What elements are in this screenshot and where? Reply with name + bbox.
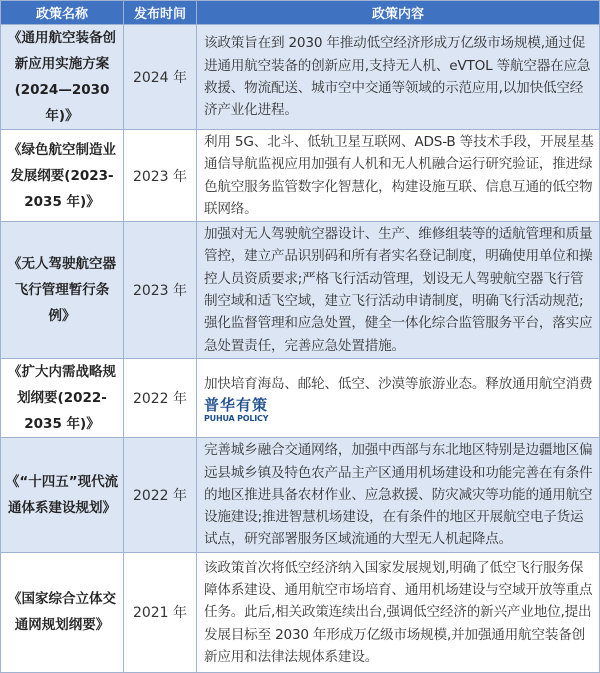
logo-en: PUHUA POLICY xyxy=(204,414,269,424)
header-policy-content: 政策内容 xyxy=(197,1,600,25)
policy-content: 利用 5G、北斗、低轨卫星互联网、ADS-B 等技术手段，开展星基通信导航监视应用加强有人机和无人机融合运行研究验证，推进绿色航空服务监管数字化智慧化，构建设施互联、信息互通的低空物联网络。 xyxy=(197,130,600,222)
table-row xyxy=(1,358,600,437)
policy-year: 2022 年 xyxy=(124,437,197,552)
policy-name: 《扩大内需战略规划纲要(2022-2035 年)》 xyxy=(1,358,124,437)
policy-name: 《“十四五”现代流通体系建设规划》 xyxy=(1,437,124,552)
header-release-time: 发布时间 xyxy=(124,1,197,25)
table-row xyxy=(1,552,600,672)
policy-year: 2023 年 xyxy=(124,130,197,222)
policy-content-cell xyxy=(197,358,600,437)
table-row xyxy=(1,437,600,552)
table-row xyxy=(1,25,600,130)
policy-year: 2021 年 xyxy=(124,552,197,672)
table-row xyxy=(1,222,600,359)
policy-name: 《无人驾驶航空器飞行管理暂行条例》 xyxy=(1,222,124,359)
policy-year: 2022 年 xyxy=(124,358,197,437)
policy-year: 2024 年 xyxy=(124,25,197,130)
policy-content: 加强对无人驾驶航空器设计、生产、维修组装等的适航管理和质量管控，建立产品识别码和所有者实名登记制度，明确使用单位和操控人员资质要求;严格飞行活动管理，划设无人驾驶航空器飞行管制空域和适飞空域，建立飞行活动申请制度，明确飞行活动规范;强化监督管理和应急处置，健全一体化综合监管服务平台，落实应急处置责任，完善应急处置措施。 xyxy=(197,222,600,359)
table-header xyxy=(1,1,600,25)
header-policy-name: 政策名称 xyxy=(1,1,124,25)
policy-content: 该政策旨在到 2030 年推动低空经济形成万亿级市场规模,通过促进通用航空装备的创新应用,支持无人机、eVTOL 等航空器在应急救援、物流配送、城市空中交通等领域的示范应用,以加快低空经济产业化进程。 xyxy=(197,25,600,130)
policy-name: 《国家综合立体交通网规划纲要》 xyxy=(1,552,124,672)
policy-content: 该政策首次将低空经济纳入国家发展规划,明确了低空飞行服务保障体系建设、通用航空市场培育、通用机场建设与空域开放等重点任务。此后,相关政策连续出台,强调低空经济的新兴产业地位,提出发展目标至 2030 年形成万亿级市场规模,并加强通用航空装备创新应用和法律法规体系建设。 xyxy=(197,552,600,672)
policy-name: 《通用航空装备创新应用实施方案(2024—2030年)》 xyxy=(1,25,124,130)
policy-name: 《绿色航空制造业发展纲要(2023-2035 年)》 xyxy=(1,130,124,222)
puhua-policy-logo xyxy=(204,397,595,423)
policy-content: 完善城乡融合交通网络，加强中西部与东北地区特别是边疆地区偏远县城乡镇及特色农产品主产区通用机场建设和功能完善在有条件的地区推进具备农材作业、应急救援、防灾减灾等功能的通用航空设施建设;推进智慧机场建设，在有条件的地区开展航空电子货运试点，研究部署服务区域流通的大型无人机起降点。 xyxy=(197,437,600,552)
policy-content: 加快培育海岛、邮轮、低空、沙漠等旅游业态。释放通用航空消费 xyxy=(204,375,593,392)
policy-year: 2023 年 xyxy=(124,222,197,359)
table-row xyxy=(1,130,600,222)
logo-cn: 普华有策 xyxy=(204,396,269,415)
